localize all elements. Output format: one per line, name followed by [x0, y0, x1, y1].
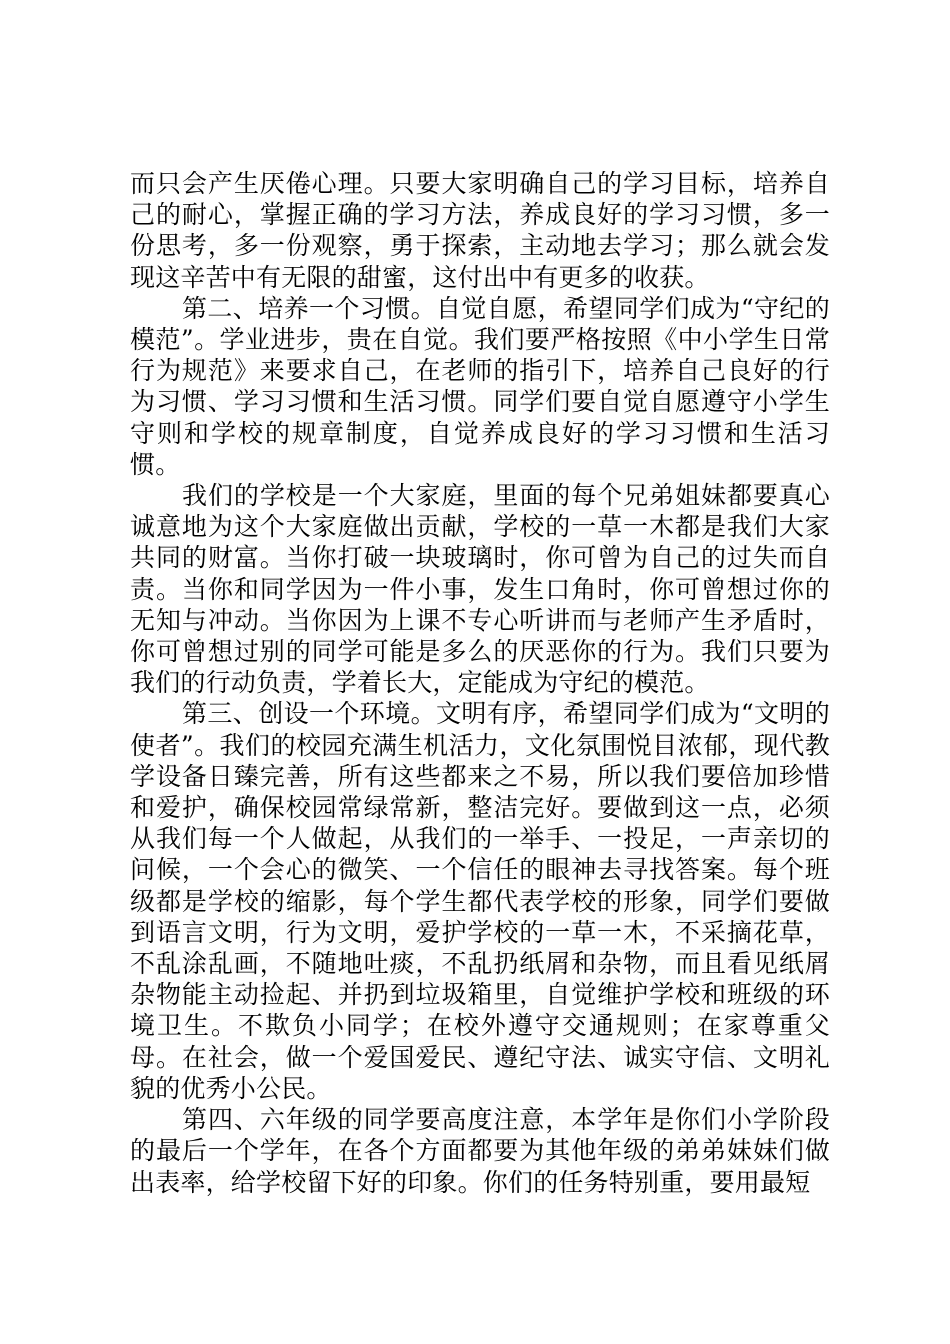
paragraph-5: 第四、六年级的同学要高度注意，本学年是你们小学阶段的最后一个学年，在各个方面都要为其他年级的弟弟妹妹们做出表率，给学校留下好的印象。你们的任务特别重，要用最短	[130, 1105, 830, 1197]
paragraph-3: 我们的学校是一个大家庭，里面的每个兄弟姐妹都要真心诚意地为这个大家庭做出贡献，学校的一草一木都是我们大家共同的财富。当你打破一块玻璃时，你可曾为自己的过失而自责。当你和同学因为一件小事，发生口角时，你可曾想过你的无知与冲动。当你因为上课不专心听讲而与老师产生矛盾时，你可曾想过别的同学可能是多么的厌恶你的行为。我们只要为我们的行动负责，学着长大，定能成为守纪的模范。	[130, 481, 830, 698]
document-body	[130, 168, 830, 1198]
paragraph-1: 而只会产生厌倦心理。只要大家明确自己的学习目标，培养自己的耐心，掌握正确的学习方法，养成良好的学习习惯，多一份思考，多一份观察，勇于探索，主动地去学习；那么就会发现这辛苦中有无限的甜蜜，这付出中有更多的收获。	[130, 169, 830, 292]
paragraph-4: 第三、创设一个环境。文明有序，希望同学们成为“文明的使者”。我们的校园充满生机活力，文化氛围悦目浓郁，现代教学设备日臻完善，所有这些都来之不易，所以我们要倍加珍惜和爱护，确保校园常绿常新，整洁完好。要做到这一点，必须从我们每一个人做起，从我们的一举手、一投足，一声亲切的问候，一个会心的微笑、一个信任的眼神去寻找答案。每个班级都是学校的缩影，每个学生都代表学校的形象，同学们要做到语言文明，行为文明，爱护学校的一草一木，不采摘花草，不乱涂乱画，不随地吐痰，不乱扔纸屑和杂物，而且看见纸屑杂物能主动捡起、并扔到垃圾箱里，自觉维护学校和班级的环境卫生。不欺负小同学；在校外遵守交通规则；在家尊重父母。在社会，做一个爱国爱民、遵纪守法、诚实守信、文明礼貌的优秀小公民。	[130, 699, 830, 1103]
paragraph-2: 第二、培养一个习惯。自觉自愿，希望同学们成为“守纪的模范”。学业进步，贵在自觉。我们要严格按照《中小学生日常行为规范》来要求自己，在老师的指引下，培养自己良好的行为习惯、学习习惯和生活习惯。同学们要自觉自愿遵守小学生守则和学校的规章制度，自觉养成良好的学习习惯和生活习惯。	[130, 293, 830, 479]
